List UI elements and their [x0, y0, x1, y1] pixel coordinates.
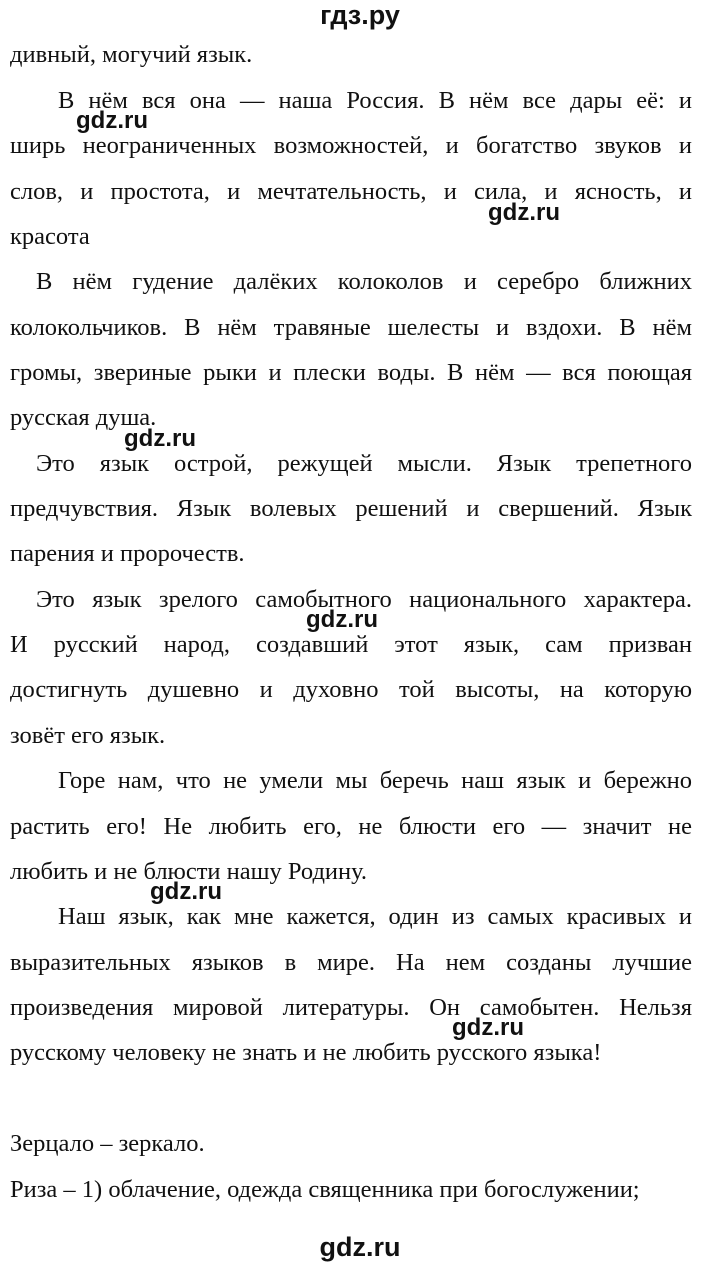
- text-line: Это язык зрелого самобытного национального характера.: [36, 586, 692, 613]
- watermark: gdz.ru: [452, 1014, 524, 1041]
- text-line: выразительных языков в мире. На нем созданы лучшие: [10, 949, 692, 976]
- text-line: зовёт его язык.: [10, 722, 166, 749]
- text-line: красота: [10, 223, 90, 250]
- text-line: парения и пророчеств.: [10, 540, 245, 567]
- text-line: ширь неограниченных возможностей, и богатство звуков и: [10, 132, 692, 159]
- text-line: слов, и простота, и мечтательность, и сила, и ясность, и: [10, 178, 692, 205]
- text-line: громы, звериные рыки и плески воды. В нём — вся поющая: [10, 359, 692, 386]
- watermark: gdz.ru: [306, 606, 378, 633]
- text-line: любить и не блюсти нашу Родину.: [10, 858, 368, 885]
- watermark: gdz.ru: [124, 425, 196, 452]
- text-line: растить его! Не любить его, не блюсти его — значит не: [10, 813, 692, 840]
- text-line: русскому человеку не знать и не любить русского языка!: [10, 1039, 602, 1066]
- watermark: gdz.ru: [76, 107, 148, 134]
- watermark: gdz.ru: [488, 199, 560, 226]
- text-line: В нём вся она — наша Россия. В нём все дары её: и: [58, 87, 692, 114]
- text-line: колокольчиков. В нём травяные шелесты и вздохи. В нём: [10, 314, 692, 341]
- text-line: Наш язык, как мне кажется, один из самых красивых и: [58, 903, 692, 930]
- watermark: gdz.ru: [150, 878, 222, 905]
- text-line: Это язык острой, режущей мысли. Язык трепетного: [36, 450, 692, 477]
- text-line: В нём гудение далёких колоколов и серебро ближних: [36, 268, 692, 295]
- text-line: И русский народ, создавший этот язык, сам призван: [10, 631, 692, 658]
- text-line: предчувствия. Язык волевых решений и свершений. Язык: [10, 495, 692, 522]
- text-line: Горе нам, что не умели мы беречь наш язык и бережно: [58, 767, 692, 794]
- text-line: дивный, могучий язык.: [10, 41, 253, 68]
- text-line: произведения мировой литературы. Он самобытен. Нельзя: [10, 994, 692, 1021]
- site-header: гдз.ру: [320, 0, 400, 30]
- text-line: Риза – 1) облачение, одежда священника при богослужении;: [10, 1176, 640, 1203]
- text-line: русская душа.: [10, 404, 157, 431]
- text-line: достигнуть душевно и духовно той высоты, на которую: [10, 676, 692, 703]
- site-footer: gdz.ru: [319, 1232, 401, 1262]
- text-line: Зерцало – зеркало.: [10, 1130, 205, 1157]
